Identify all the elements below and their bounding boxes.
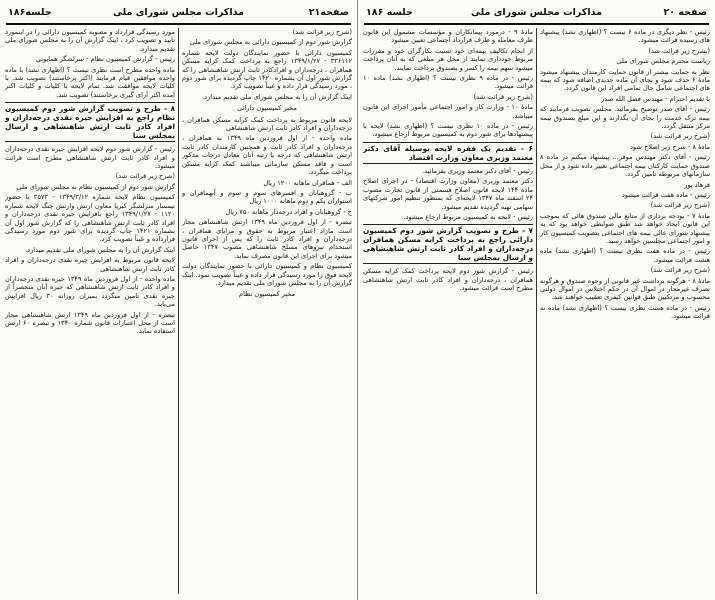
section-heading: ۶ - تقدیم یک فقره لایحه بوسیله آقای دکتر معتمد وزیری معاون وزارت اقتصاد bbox=[363, 143, 533, 162]
paragraph: رئیس - در ماده ۱۰ نظری نیست ؟ (اظهاری نشد) لایحه با پیشنهادها برای شور دوم به کمیسیون مربوط ارجاع میشود. bbox=[363, 122, 533, 139]
paragraph: (شرح زیر قرائت شد) bbox=[473, 92, 533, 101]
paragraph: رئیس - آقای صدر توضیح بفرمائید. مجلس تصویب فرمایند که بیمه ترک خدمت را بجای آن بگذارند و این مبلغ بصندوق بیمه مرکز منتقل گردد. bbox=[540, 105, 710, 131]
paragraph: مادهٔ ۱۰ - وزارت کار و امور اجتماعی مأمور اجرای این قانون میباشد. bbox=[363, 103, 533, 120]
page-number: صفحه۲۱ bbox=[308, 7, 349, 18]
paragraph: رئیس - در ماده هشت نظری نیست ؟ (اظهاری نشد) ماده نه قرائت میشود. bbox=[540, 303, 710, 321]
paragraph: ب - گروهبانان و افسرهای سوم و سوم و آبهمافران و استواران یکم و دوم ماهانه ۱۰۰۰ ریال bbox=[182, 188, 352, 206]
page-right bbox=[358, 0, 715, 600]
paragraph: تبصره - از اول فروردین ماه ۱۳۴۹ ارتش شاهنشاهی مجاز است از محل اعتبارات قانون شماره ۱۳۴۰ و تبصره ۶۰ ارتش استفاده نماید. bbox=[5, 310, 175, 336]
paragraph: مورد رسیدگی قرارداد و مصوبه کمیسیون دارائی را در اینمورد تایید و تصویب کرد ، اینک گزارش آن را به مجلس شورای ملی تقدیم میدارد. bbox=[5, 28, 175, 53]
signature-line: مخبر کمیسیون دارائی bbox=[237, 104, 297, 113]
paragraph: مادهٔ ۹ - درمورد پیمانکاران و مؤسسات مشمول این قانون طرف معامله و طرف قرارداد اجتماعی تعیین میشود bbox=[363, 28, 533, 45]
paragraph: رئیس - گزارش کمیسیون نظام - سرلشگر همایونی bbox=[35, 55, 175, 64]
paragraph: رئیس - ماده هفت قرائت میشود bbox=[621, 190, 710, 199]
paragraph: کمیسیون نظام و کمیسیون دارائی با حضور نمایندگان دولت لایحه فوق را مورد رسیدگی قرار داده و عیناً تصویب نمود. اینک گزارش آن را به مجلس شورای ملی تقدیم میدارد. bbox=[182, 262, 352, 287]
page-number: صفحه ۲۰ bbox=[663, 7, 707, 18]
paragraph: رئیس - در ماده هفت نظری نیست ؟ (اظهاری نشد) ماده هشت قرائت میشود. bbox=[540, 247, 710, 264]
paragraph: مادهٔ ۸ - هرگونه برداشت غیر قانونی از وجوه صندوق و هرگونه تصرف غیرمجاز در اموال آن در حکم اختلاس در اموال دولتی محسوب و مرتکبین طبق قوانین کیفری تعقیب خواهند شد. bbox=[540, 276, 710, 302]
paragraph: دکتر معتمد وزیری (معاون وزارت اقتصاد) - در اجرای اصلاح ماده ۱۴۴ لایحه قانون اصلاح قسمتی از قانون تجارت مصوب ۲۴ اسفند ماه ۱۳۴۷ لایحه‌ای که بمنظور تنظیم امور شرکتهای سهامی تهیه گردیده تقدیم میشود. bbox=[363, 177, 533, 211]
paragraph: از انجام تکالیف بیمه‌ای خود نسبت بکارگران خود و مقررات مربوط خودداری نمایند از محل هر مبلغی که به آنان پرداخت میشود سهم بیمه را کسر و بصندوق پرداخت نمایند. bbox=[363, 46, 533, 72]
paragraph: رئیس - گزارش شور دوم لایحه افزایش جیره نقدی درجه‌داران و افراد کادر ثابت ارتش شاهنشاهی مطرح است قرائت میشود. bbox=[5, 145, 175, 171]
column-rule bbox=[536, 28, 537, 594]
paragraph: کمیسیون نظام لایحه شماره ۱۳۴۹/۳/۱۲ - ۳۵۷۳ با حضور تیمسار سرلشگر کبریا معاون ارتش وارتش جنگ لایحه شماره ۱۱۲۰ - ۱۳۴۹/۱/۲۷ راجع بافزایش جیره نقدی درجه‌داران و افراد کادر ثابت ارتش شاهنشاهی را که گزارش شور اول آن بشماره ۱۴۲۱ چاپ گردیده برای شور دوم مورد رسیدگی قرارداده و عیناً تصویب کرد. bbox=[5, 193, 175, 244]
paragraph: گزارش شور دوم از کمیسیون دارائی به مجلس شورای ملی bbox=[189, 38, 352, 47]
paragraph: (شرح زیر قرائت شد) bbox=[650, 266, 710, 275]
paragraph: فرهاد پور bbox=[684, 180, 710, 189]
paragraph: رئیس - گزارش شور دوم لایحه پرداخت کمک کرایه مسکن همافران ، درجه‌داران و افراد کادر ثابت ارتش شاهنشاهی مطرح است قرائت میشود. bbox=[363, 267, 533, 293]
paragraph: کمیسیون دارائی با حضور نمایندگان دولت لایحه شماره ۳۳۶۱۱۲ - ۱۳۴۹/۱/۲۷ راجع به پرداخت کمک کرایه مسکن همافران ، درجه‌داران و افرادکادر ثابت ارتش شاهنشاهی را که گزارش شور اول آن بشماره ۱۴۲۰ چاپ گردیده برای شور دوم ، مورد رسیدگی قرار داده و عیناً تصویب کرد. bbox=[182, 48, 352, 91]
paragraph: مادهٔ ۷ - بودجه برداری از منابع مالی صندوق هائی که بموجب این قانون ایجاد خواهد شد طبق ضوابطی خواهد بود که به پیشنهاد شورای عالی بیمه های اجتماعی بتصویب کمیسیون کار و امور اجتماعی مجلسین خواهد رسید. bbox=[540, 211, 710, 245]
paragraph: گزارش شور دوم از کمیسیون نظام به مجلس شورای ملی bbox=[16, 182, 175, 191]
running-head-right bbox=[364, 5, 709, 25]
paragraph: (بشرح زیر قرائت شد) bbox=[648, 46, 710, 55]
session-number: جلسه ۱۸۶ bbox=[366, 7, 413, 18]
paragraph: (شرح زیر قرائت شد) bbox=[650, 132, 710, 141]
running-title: مذاکرات مجلس شورای ملی bbox=[113, 7, 244, 18]
section-heading: ۷ - طرح و تصویب گزارش شور دوم کمیسیون دارائی راجع به پرداخت کرایه مسکن همافران درجه‌داران و افراد کادر ثابت ارتش شاهنشاهی و ارسال بمجلس سنا bbox=[363, 226, 533, 263]
paragraph: با تقدیم احترام - مهندس فضل الله صدر bbox=[601, 94, 710, 103]
text-column-left bbox=[363, 28, 533, 594]
column-rule bbox=[178, 28, 179, 594]
paragraph: اینک گزارش آن را به مجلس شورای ملی تقدیم میدارد. bbox=[25, 245, 175, 254]
paragraph: لایحه قانون مربوط به افزایش جیره نقدی درجه‌داران و افراد کادر ثابت ارتش شاهنشاهی bbox=[5, 256, 175, 273]
paragraph: ماده واحده مطرح است نظری نیست ؟ (اظهاری نشد) با ماده واحده موافقین قیام فرمایند (اکثر برخاستند) تصویب شد. با کلیات لایحه موافقت شد. تمام لایحه با کلیات و کلیات اکثر آمده اکثر آرای گیری برخاستند) تصویب شد. bbox=[5, 65, 175, 99]
paragraph: مادهٔ ۸ - شرح زیر اصلاح شود bbox=[629, 142, 710, 151]
text-column-left bbox=[5, 28, 175, 594]
paragraph: رئیس - آقای دکتر معتمد وزیری بفرمائید. bbox=[422, 166, 533, 175]
paragraph: ماده واحده - از اول فروردین ماه ۱۳۴۹ به همافران ، درجه‌داران و افراد کادر ثابت و همچنین کارمندان کادر ثابت ارتش شاهنشاهی که درجه یا رتبه آنان معادل درجات مذکور است و فاقد مسکن سازمانی میباشند کمک کرایه مسکن پرداخت میگردد. bbox=[182, 134, 352, 177]
running-title: مذاکرات مجلس شورای ملی bbox=[471, 7, 602, 18]
paragraph: لایحه قانون مربوط به پرداخت کمک کرایه مسکن همافران ، درجه‌داران و افراد کادر ثابت ارتش شاهنشاهی bbox=[182, 115, 352, 133]
paragraph: الف - همافران ماهانه ۱۲۰۰ ریال bbox=[263, 178, 352, 187]
text-column-right bbox=[540, 28, 710, 594]
session-number: جلسه۱۸۶ bbox=[8, 7, 52, 18]
paragraph: (شرح زیر قرائت شد) bbox=[292, 28, 352, 36]
signature-line: مخبر کمیسیون نظام bbox=[238, 290, 295, 299]
paragraph: تبصره - از اول فروردین ماه ۱۳۴۹ ارتش شاهنشاهی مجاز است مازاد اعتبار مربوط به حقوق و مزایای همافران ، درجه‌داران و افراد کادر ثابت را که پس از اجرای قانون استخدام نیروهای مسلح شاهنشاهی مصوب ۱۳۴۷ حاصل میشود برای اجرای این قانون مصرف نماید. bbox=[182, 218, 352, 260]
paragraph: رئیس - در ماده ۹ نظری نیست ؟ (اظهاری نشد) ماده ۱۰ قرائت میشود. bbox=[363, 74, 533, 91]
paragraph: رئیس - نظر دیگری در ماده ۶ نیست ؟ (اظهاری نشد) پیشنهاد های رسیده قرائت میشود. bbox=[540, 28, 710, 45]
paragraph: نظر به حمایت بیشتر از قانون حمایت کارمندان پیشنهاد میشود مادهٔ ۶ حذف شود و بجای آن ماده جدیدی اضافه شود که بیمه های اجتماعی شامل حال تمامی افراد این قانون گردد. bbox=[540, 67, 710, 93]
paragraph: ماده واحده - از اول فروردین ماه ۱۳۴۹ جیره نقدی درجه‌داران و افراد کادر ثابت ارتش شاهنشاهی که جیره آنان منحصراً از جیره نقدی تامین میگردد بمیزان روزانه ۳۰ ریال افزایش می‌یابد. bbox=[5, 274, 175, 309]
running-head-left bbox=[6, 5, 351, 25]
paragraph: (شرح زیر قرائت شد) bbox=[650, 201, 710, 210]
section-heading: ۸ - طرح و تصویب گزارش شور دوم کمیسیون نظام راجع به افزایش جیره نقدی درجه‌داران و افراد کادر ثابت ارتش شاهنشاهی و ارسال بمجلس سنا bbox=[5, 104, 175, 141]
paragraph: رئیس - آقای دکتر مهندس موقر... پیشنهاد میکنم در ماده ۸ صندوق حمایت کارکنان بیمه اجتماعی تغییر داده شود و از محل سازمانهای مربوطه تامین گردد. bbox=[540, 153, 710, 179]
paragraph: اینک گزارش آن را به مجلس شورای ملی تقدیم میدارد. bbox=[202, 92, 352, 101]
paragraph: ج - گروهبانان و افراد درجه‌دار ماهانه ۷۵۰ ریال bbox=[225, 207, 352, 216]
paragraph: رئیس - لایحه به کمیسیون مربوط ارجاع میشود. bbox=[403, 212, 533, 221]
text-column-right bbox=[182, 28, 352, 594]
paragraph: (شرح زیر قرائت شد) bbox=[115, 172, 175, 181]
paragraph: ریاست محترم مجلس شورای ملی bbox=[616, 57, 710, 66]
